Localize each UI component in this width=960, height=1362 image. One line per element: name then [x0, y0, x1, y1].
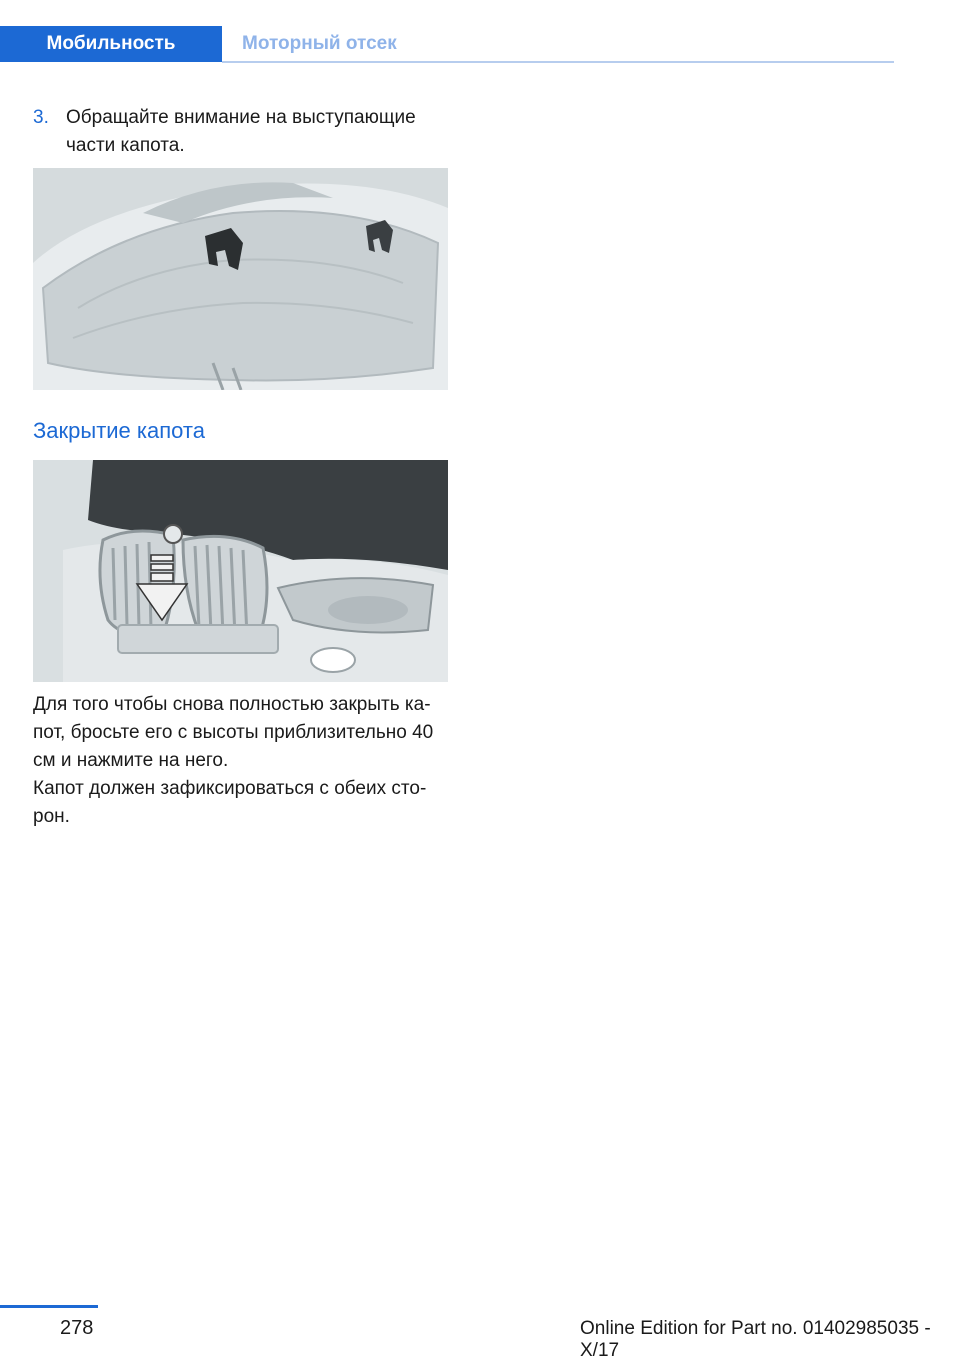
header-divider	[222, 61, 894, 63]
page-number: 278	[60, 1317, 94, 1339]
step-number: 3.	[33, 107, 49, 128]
footer-divider	[0, 1305, 98, 1308]
paragraph-close-instructions: Для того чтобы снова полностью закрыть капот, бросьте его с высоты приблизительно 40 см и нажмите на него.	[33, 694, 434, 771]
header-tabs	[0, 26, 397, 62]
paragraph-latch-note: Капот должен зафиксироваться с обеих сторон.	[33, 778, 427, 827]
closing-hood-illustration	[33, 460, 448, 682]
step-text: Обращайте внимание на выступающие части капота.	[66, 107, 416, 156]
tab-engine-compartment[interactable]: Моторный отсек	[242, 33, 397, 54]
edition-note: Online Edition for Part no. 01402985035 - X/17	[580, 1318, 931, 1361]
tab-mobility[interactable]: Мобильность	[0, 26, 222, 62]
section-title: Закрытие капота	[33, 418, 205, 443]
hood-underside-illustration	[33, 168, 448, 390]
